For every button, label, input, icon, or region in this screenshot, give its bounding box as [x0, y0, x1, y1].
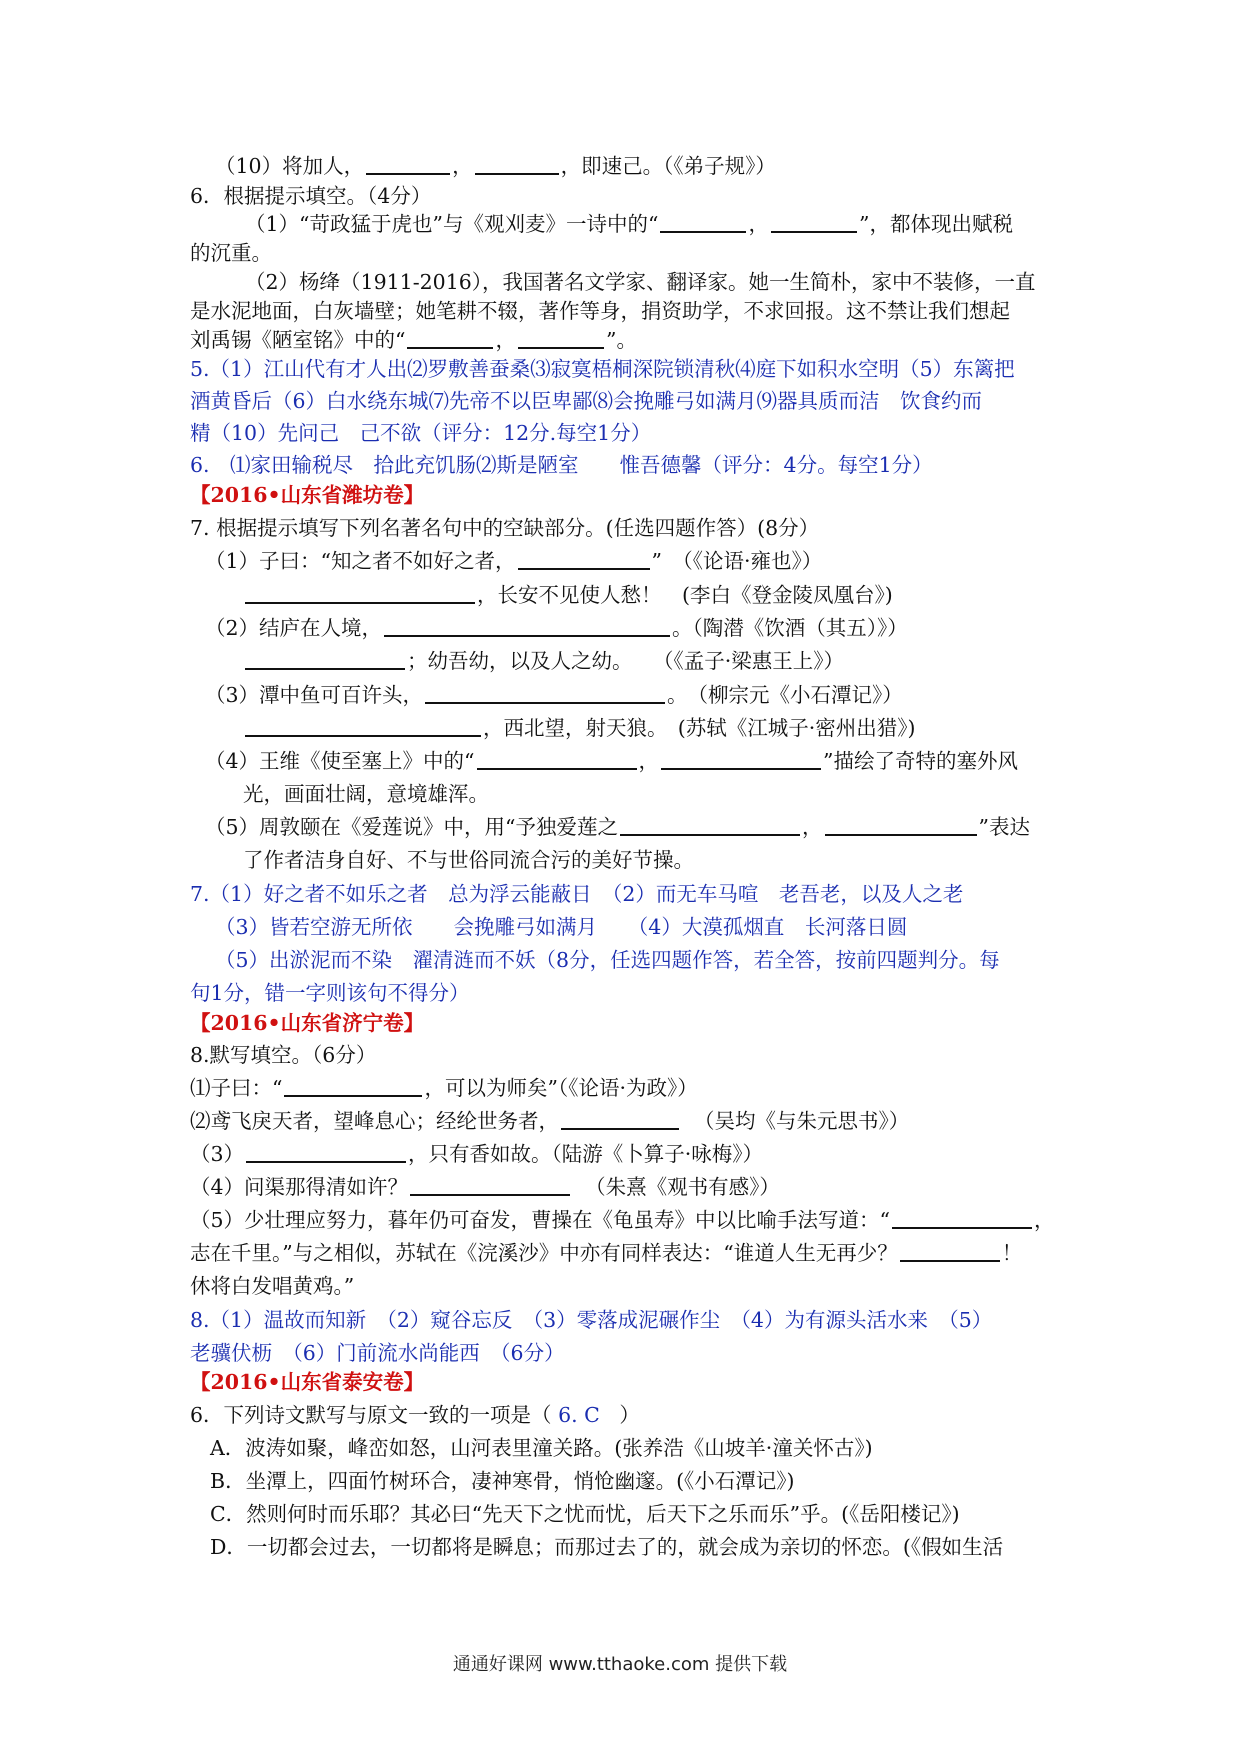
question-line: （3） ，只有香如故。（陆游《卜算子·咏梅》） — [190, 1142, 764, 1166]
answer-blank[interactable] — [892, 1207, 1032, 1229]
question-line: 休将白发唱黄鸡。” — [190, 1274, 355, 1298]
answer-blank[interactable] — [660, 211, 746, 233]
answer-blank[interactable] — [771, 211, 857, 233]
question-line: （1）子曰：“知之者不如好之者， ” （《论语·雍也》） — [205, 549, 823, 573]
section-heading: 【2016•山东省潍坊卷】 — [190, 483, 425, 507]
answer-key-line: （5）出淤泥而不染 濯清涟而不妖（8分，任选四题作答，若全答，按前四题判分。每 — [215, 948, 1000, 972]
answer-key-line: 5.（1）江山代有才人出⑵罗敷善蚕桑⑶寂寞梧桐深院锁清秋⑷庭下如积水空明（5）东篱把 — [190, 357, 1015, 381]
option-d: D．一切都会过去，一切都将是瞬息；而那过去了的，就会成为亲切的怀恋。(《假如生活 — [210, 1535, 1004, 1559]
question-line: （1）“苛政猛于虎也”与《观刈麦》一诗中的“ ， ”，都体现出赋税 — [245, 212, 1013, 236]
question-title: 7. 根据提示填写下列名著名句中的空缺部分。(任选四题作答）(8分） — [190, 516, 820, 540]
inline-answer: 6. C — [558, 1403, 600, 1427]
answer-blank[interactable] — [410, 1174, 570, 1196]
question-line: 的沉重。 — [190, 241, 272, 265]
answer-key-line: 8.（1）温故而知新 （2）窥谷忘反 （3）零落成泥碾作尘 （4）为有源头活水来 （5） — [190, 1308, 993, 1332]
answer-key-line: 老骥伏枥 （6）门前流水尚能西 （6分） — [190, 1341, 565, 1365]
answer-blank[interactable] — [561, 1108, 679, 1130]
section-heading: 【2016•山东省泰安卷】 — [190, 1370, 425, 1394]
question-line: （3）潭中鱼可百许头， 。 （柳宗元《小石潭记》） — [205, 683, 903, 707]
answer-key-line: 精（10）先问己 己不欲（评分：12分.每空1分） — [190, 421, 652, 445]
answer-blank[interactable] — [661, 748, 821, 770]
question-title: 6．根据提示填空。（4分） — [190, 184, 432, 208]
answer-key-line: 酒黄昏后（6）白水绕东城⑺先帝不以臣卑鄙⑻会挽雕弓如满月⑼器具质而洁 饮食约而 — [190, 389, 983, 413]
answer-blank[interactable] — [245, 648, 405, 670]
question-line: 了作者洁身自好、不与世俗同流合污的美好节操。 — [243, 848, 694, 872]
question-line: （4）王维《使至塞上》中的“ ， ”描绘了奇特的塞外风 — [205, 749, 1019, 773]
option-b: B．坐潭上，四面竹树环合，凄神寒骨，悄怆幽邃。(《小石潭记》) — [210, 1469, 795, 1493]
answer-key-line: 6. ⑴家田输税尽 拾此充饥肠⑵斯是陋室 惟吾德馨（评分：4分。每空1分） — [190, 453, 933, 477]
answer-blank[interactable] — [425, 682, 665, 704]
answer-blank[interactable] — [900, 1240, 1000, 1262]
question-line: ⑴子曰：“ ，可以为师矣”（《论语·为政》） — [190, 1076, 698, 1100]
question-line: （5）周敦颐在《爱莲说》中，用“予独爱莲之 ， ”表达 — [205, 815, 1031, 839]
question-line: （5）少壮理应努力，暮年仍可奋发，曹操在《龟虽寿》中以比喻手法写道：“ ， — [190, 1208, 1055, 1232]
answer-blank[interactable] — [518, 327, 604, 349]
question-line: ⑵鸢飞戾天者，望峰息心；经纶世务者， （吴均《与朱元思书》） — [190, 1109, 910, 1133]
question-line: 志在千里。”与之相似，苏轼在《浣溪沙》中亦有同样表达：“谁道人生无再少？ ！ — [190, 1241, 1023, 1265]
question-line: 是水泥地面，白灰墙壁；她笔耕不辍，著作等身，捐资助学，不求回报。这不禁让我们想起 — [190, 299, 1010, 323]
question-line: ；幼吾幼，以及人之幼。 （《孟子·梁惠王上》） — [243, 645, 844, 677]
section-heading: 【2016•山东省济宁卷】 — [190, 1011, 425, 1035]
question-line: （10）将加人， ， ，即速己。（《弟子规》） — [215, 154, 776, 178]
answer-key-line: 7.（1）好之者不如乐之者 总为浮云能蔽日 （2）而无车马喧 老吾老，以及人之老 — [190, 882, 964, 906]
question-title: 8.默写填空。（6分） — [190, 1043, 377, 1067]
answer-key-line: 句1分，错一字则该句不得分） — [190, 981, 470, 1005]
answer-blank[interactable] — [825, 814, 977, 836]
answer-blank[interactable] — [245, 582, 475, 604]
option-c: C．然则何时而乐耶？其必曰“先天下之忧而忧，后天下之乐而乐”乎。(《岳阳楼记》) — [210, 1502, 960, 1526]
question-line: 刘禹锡《陋室铭》中的“ ， ”。 — [190, 328, 637, 352]
answer-blank[interactable] — [245, 715, 481, 737]
question-line: ，长安不见使人愁！ (李白《登金陵凤凰台》) — [243, 579, 893, 611]
answer-blank[interactable] — [620, 814, 800, 836]
question-line: （2）杨绛（1911-2016），我国著名文学家、翻译家。她一生简朴，家中不装修，一直 — [245, 270, 1036, 294]
option-a: A．波涛如聚，峰峦如怒，山河表里潼关路。(张养浩《山坡羊·潼关怀古》) — [210, 1436, 873, 1460]
question-line: （2）结庐在人境， 。（陶潜《饮酒（其五）》） — [205, 616, 908, 640]
question-title: 6．下列诗文默写与原文一致的一项是（ 6. C ） — [190, 1403, 640, 1427]
answer-blank[interactable] — [475, 153, 559, 175]
answer-blank[interactable] — [384, 615, 670, 637]
answer-blank[interactable] — [246, 1141, 406, 1163]
answer-blank[interactable] — [366, 153, 450, 175]
answer-blank[interactable] — [284, 1075, 422, 1097]
answer-blank[interactable] — [518, 548, 650, 570]
question-line: （4）问渠那得清如许？ （朱熹《观书有感》） — [190, 1175, 780, 1199]
answer-key-line: （3）皆若空游无所依 会挽雕弓如满月 （4）大漠孤烟直 长河落日圆 — [215, 915, 908, 939]
answer-blank[interactable] — [477, 748, 637, 770]
question-line: ，西北望，射天狼。 (苏轼《江城子·密州出猎》) — [243, 712, 916, 744]
answer-blank[interactable] — [407, 327, 493, 349]
page-footer: 通通好课网 www.tthaoke.com 提供下载 — [452, 1654, 788, 1675]
question-line: 光，画面壮阔，意境雄浑。 — [243, 782, 489, 806]
